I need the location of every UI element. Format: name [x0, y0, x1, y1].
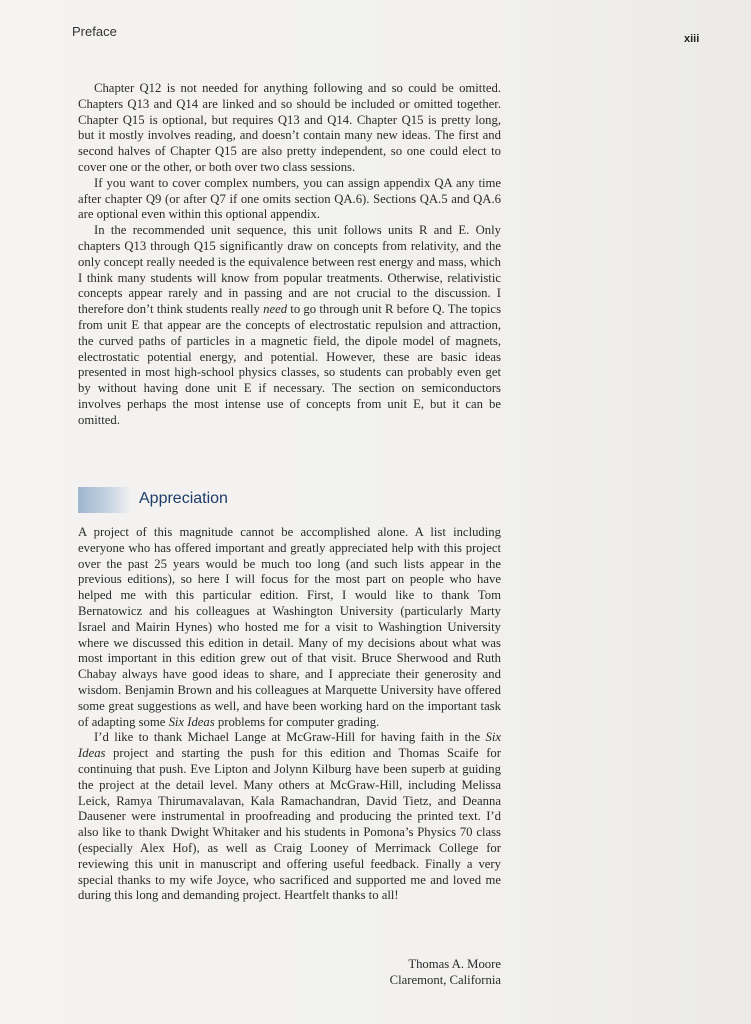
- author-location: Claremont, California: [389, 973, 501, 987]
- paragraph-text: problems for computer grading.: [214, 714, 380, 729]
- paragraph-text: project and starting the push for this edition and Thomas Scaife for continuing that push. Eve Lipton and Jolynn Kilburg have been superb at guiding the project at the detail level. Many others at McGraw-Hill, including Melissa Leick, Ramya Thirumavalavan, Kala Ramachandran, David Tietz, and Deanna Dausener were instrumental in proofreading and producing the printed text. I’d also like to thank Dwight Whitaker and his students in Pomona’s Physics 70 class (especially Alex Hof), as well as Craig Looney of Merrimack College for reviewing this unit in manuscript and offering useful feedback. Finally a very special thanks to my wife Joyce, who sacrificed and supported me and loved me during this long and demanding project. Heartfelt thanks to all!: [78, 746, 501, 903]
- appreciation-section: [78, 525, 501, 904]
- author-name: Thomas A. Moore: [408, 957, 501, 971]
- page-number: xiii: [684, 33, 700, 45]
- paragraph: [78, 525, 501, 730]
- paragraph-text: In the recommended unit sequence, this unit follows units R and E. Only chapters Q13 through Q15 significantly draw on concepts from relativity, and the only concept really needed is the equivalence between rest energy and mass, which I think many students will know from popular treatments. Otherwise, relativistic concepts appear rarely and in passing and are not crucial to the discussion. I therefore don’t think students really: [78, 223, 501, 317]
- paragraph-text: A project of this magnitude cannot be accomplished alone. A list including everyone who has offered important and greatly appreciated help with this project over the past 25 years would be much too long (and such lists appear in the previous editions), so here I will focus for the most part on people who have helped me with this particular edition. First, I would like to thank Tom Bernatowicz and his colleagues at Washington University (particularly Marty Israel and Mairin Hynes) who hosted me for a visit to Washingtion University where we discussed this edition in detail. Many of my decisions about what was most important in this edition grew out of that visit. Bruce Sherwood and Ruth Chabay always have good ideas to share, and I appreciate their generosity and wisdom. Benjamin Brown and his colleagues at Marquette University have offered some great suggestions as well, and have been working hard on the important task of adapting some: [78, 525, 501, 729]
- signature-block: [390, 956, 501, 988]
- emphasis: need: [263, 302, 288, 317]
- emphasis: Six Ideas: [168, 714, 215, 729]
- paragraph-text: I’d like to thank Michael Lange at McGraw-Hill for having faith in the: [94, 730, 486, 745]
- paragraph: [78, 223, 501, 428]
- heading-title: Appreciation: [139, 490, 228, 507]
- paragraph: Chapter Q12 is not needed for anything following and so could be omitted. Chapters Q13 and Q14 are linked and so should be included or omitted together. Chapter Q15 is optional, but requires Q13 and Q14. Chapter Q15 is pretty long, but it mostly involves reading, and doesn’t contain many new ideas. The first and second halves of Chapter Q15 are also pretty independent, so one could elect to cover one or the other, or both over two class sessions.: [78, 81, 501, 174]
- intro-section: [78, 81, 501, 429]
- paragraph: [78, 730, 501, 904]
- heading-accent-bar: [78, 487, 132, 513]
- paragraph: If you want to cover complex numbers, you can assign appendix QA any time after chapter Q9 (or after Q7 if one omits section QA.6). Sections QA.5 and QA.6 are optional even within this optional appendix.: [78, 175, 501, 222]
- running-head: Preface: [72, 24, 117, 39]
- emphasis: Six Ideas: [78, 730, 501, 761]
- paragraph-text: to go through unit R before Q. The topics from unit E that appear are the concepts of electrostatic repulsion and attraction, the curved paths of particles in a magnetic field, the dipole model of magnets, electrostatic potential energy, and potential. However, these are basic ideas presented in most high-school physics classes, so students can probably even get by without having done unit E if necessary. The section on semiconductors involves perhaps the most intense use of concepts from unit E, but it can be omitted.: [78, 302, 502, 427]
- section-heading: [78, 487, 378, 513]
